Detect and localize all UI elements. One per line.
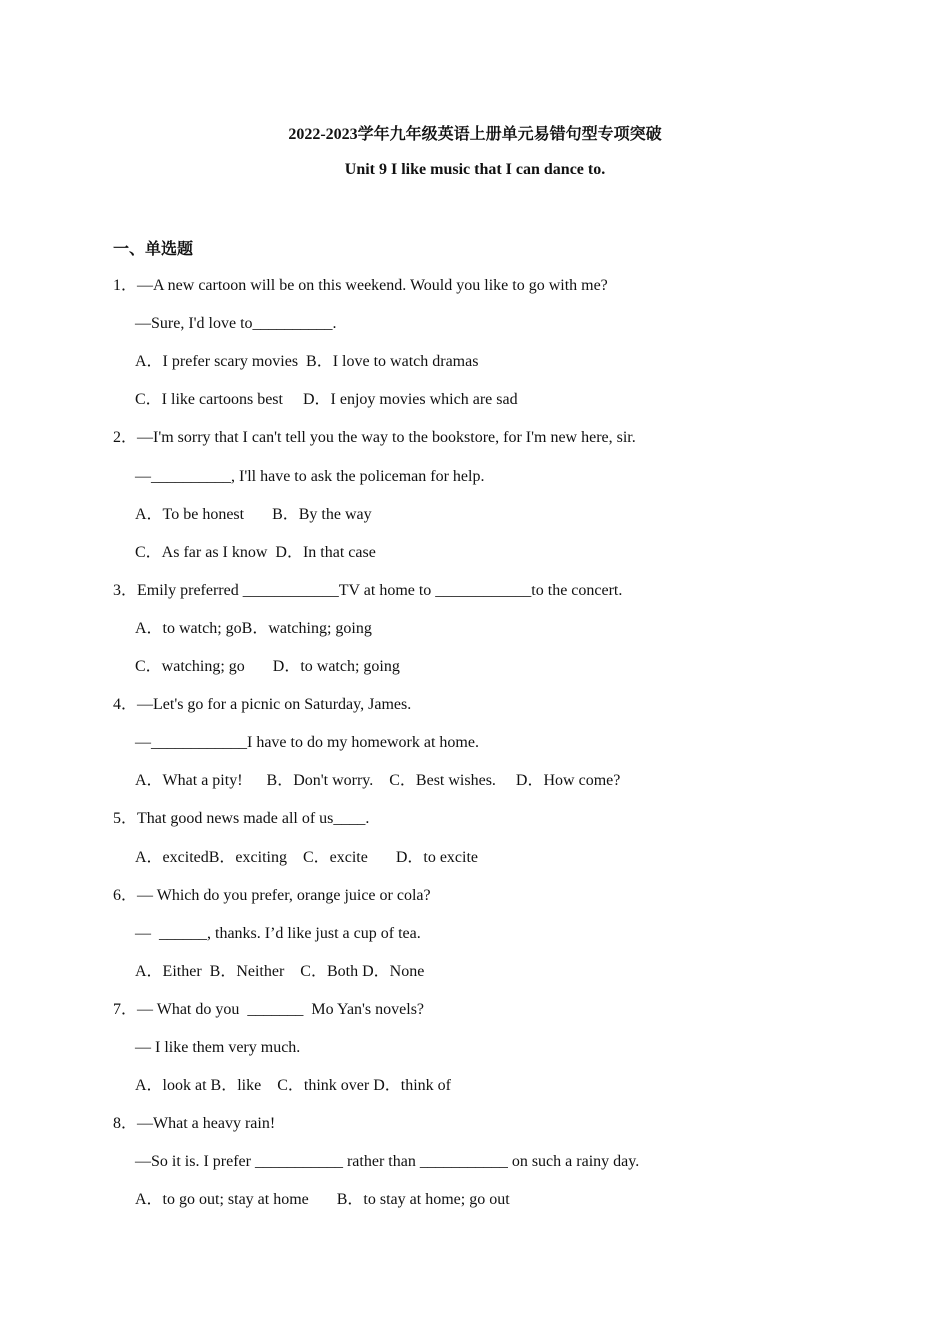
question-line: A．to watch; goB．watching; going (135, 620, 372, 637)
question-stem: 3．Emily preferred ____________TV at home to ____________to the concert. (113, 582, 623, 599)
question-stem: 6．— Which do you prefer, orange juice or cola? (113, 887, 431, 904)
question-line: —____________I have to do my homework at home. (135, 734, 479, 751)
question-stem: 2．—I'm sorry that I can't tell you the way to the bookstore, for I'm new here, sir. (113, 429, 636, 446)
question-stem: 7．— What do you _______ Mo Yan's novels? (113, 1001, 425, 1018)
question-line: C．As far as I know D．In that case (135, 544, 376, 561)
question-stem: 4．—Let's go for a picnic on Saturday, James. (113, 696, 412, 713)
question-line: A．What a pity! B．Don't worry. C．Best wishes. D．How come? (135, 772, 621, 789)
document-subtitle: Unit 9 I like music that I can dance to. (344, 161, 606, 178)
question-line: —Sure, I'd love to__________. (135, 315, 337, 332)
section-heading: 一、单选题 (113, 241, 194, 258)
question-line: A．to go out; stay at home B．to stay at home; go out (135, 1191, 510, 1208)
document-title: 2022-2023学年九年级英语上册单元易错句型专项突破 (288, 126, 662, 143)
question-line: A．I prefer scary movies B．I love to watch dramas (135, 353, 479, 370)
question-line: C．watching; go D．to watch; going (135, 658, 400, 675)
question-line: A．look at B．like C．think over D．think of (135, 1077, 451, 1094)
question-line: — I like them very much. (135, 1039, 301, 1056)
question-stem: 8．—What a heavy rain! (113, 1115, 276, 1132)
question-line: A．Either B．Neither C．Both D．None (135, 963, 425, 980)
question-line: —So it is. I prefer ___________ rather than ___________ on such a rainy day. (135, 1153, 640, 1170)
question-line: A．excitedB．exciting C．excite D．to excite (135, 849, 479, 866)
question-stem: 5．That good news made all of us____. (113, 810, 370, 827)
question-line: —__________, I'll have to ask the policeman for help. (135, 468, 485, 485)
question-line: — ______, thanks. I’d like just a cup of tea. (135, 925, 421, 942)
question-line: A．To be honest B．By the way (135, 506, 372, 523)
question-stem: 1．—A new cartoon will be on this weekend. Would you like to go with me? (113, 277, 608, 294)
question-line: C．I like cartoons best D．I enjoy movies which are sad (135, 391, 518, 408)
